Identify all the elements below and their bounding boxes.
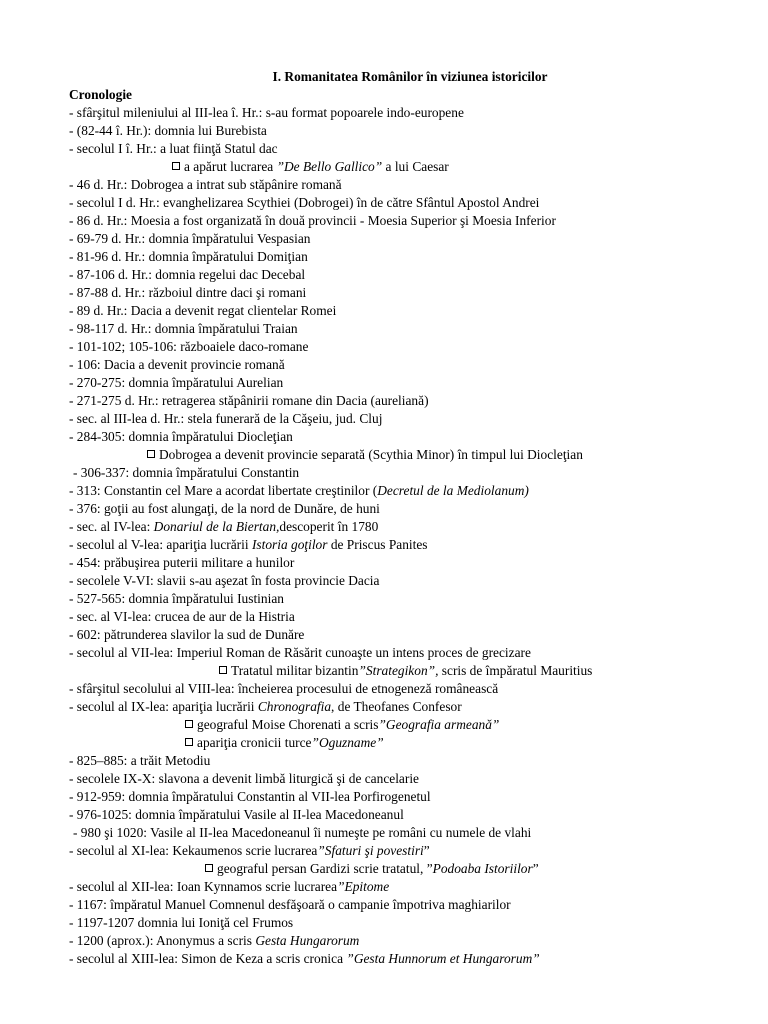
text: - 912-959: domnia împăratului Constantin al VII-lea Porfirogenetul [69,789,431,804]
chronology-item [69,122,759,140]
chronology-item [69,302,759,320]
chronology-item [69,500,759,518]
italic-text: Decretul de la Mediolanum) [377,483,529,498]
text: Dobrogea a devenit provincie separată (Scythia Minor) în timpul lui Diocleţian [159,447,583,462]
text: - sec. al IV-lea: [69,519,154,534]
text: - 1197-1207 domnia lui Ioniţă cel Frumos [69,915,294,930]
text: - sfârşitul mileniului al III-lea î. Hr.: s-au format popoarele indo-europene [69,105,464,120]
italic-text: Chronografia [257,699,332,714]
italic-text: ”Epitome [337,879,390,894]
chronology-item [69,824,759,842]
text: - 101-102; 105-106: războaiele daco-romane [69,339,309,354]
chronology-subitem [69,734,759,752]
text: , de Theofanes Confesor [331,699,462,714]
text: - secolele IX-X: slavona a devenit limbă liturgică şi de cancelarie [69,771,419,786]
chronology-item [69,878,759,896]
text: - 602: pătrunderea slavilor la sud de Dunăre [69,627,305,642]
chronology-item [69,644,759,662]
text: - 306-337: domnia împăratului Constantin [73,465,300,480]
text: - secolul I d. Hr.: evanghelizarea Scythiei (Dobrogei) în de către Sfântul Apostol Andrei [69,195,540,210]
chronology-subitem [69,446,759,464]
text: - 270-275: domnia împăratului Aurelian [69,375,284,390]
square-bullet-icon [147,450,155,458]
text: - 87-106 d. Hr.: domnia regelui dac Decebal [69,267,306,282]
square-bullet-icon [185,720,193,728]
chronology-item [69,752,759,770]
text: - 46 d. Hr.: Dobrogea a intrat sub stăpânire romană [69,177,342,192]
text: descoperit în 1780 [279,519,379,534]
chronology-item [69,194,759,212]
text: a apărut lucrarea [184,159,277,174]
chronology-item [69,806,759,824]
text: - 454: prăbuşirea puterii militare a hunilor [69,555,295,570]
chronology-item [69,266,759,284]
text: - 1167: împăratul Manuel Comnenul desfăşoară o campanie împotriva maghiarilor [69,897,511,912]
chronology-item [69,338,759,356]
text: - (82-44 î. Hr.): domnia lui Burebista [69,123,267,138]
text: - secolul al IX-lea: apariţia lucrării [69,699,258,714]
text: - secolul I î. Hr.: a luat fiinţă Statul dac [69,141,278,156]
italic-text: ”Gesta Hunnorum et Hungarorum” [346,951,540,966]
chronology-item [69,698,759,716]
chronology-list [69,104,759,968]
text: - 86 d. Hr.: Moesia a fost organizată în două provincii - Moesia Superior şi Moesia Inferior [69,213,556,228]
chronology-item [69,536,759,554]
chronology-item [69,518,759,536]
chronology-item [69,842,759,860]
chronology-item [69,914,759,932]
chronology-item [69,572,759,590]
chronology-item [69,140,759,158]
square-bullet-icon [205,864,213,872]
chronology-subitem [69,716,759,734]
text: scris de împăratul Mauritius [438,663,593,678]
italic-text: ”De Bello Gallico” [276,159,383,174]
chronology-item [69,320,759,338]
text: - secolul al VII-lea: Imperiul Roman de Răsărit cunoaşte un intens proces de grecizare [69,645,531,660]
chronology-item [69,392,759,410]
text: - 825–885: a trăit Metodiu [69,753,211,768]
chronology-item [69,554,759,572]
document-page [69,68,759,968]
chronology-item [69,608,759,626]
chronology-subitem [69,860,759,878]
text: - 98-117 d. Hr.: domnia împăratului Traian [69,321,298,336]
text: - secolul al V-lea: apariţia lucrării [69,537,252,552]
chronology-item [69,410,759,428]
text: - sec. al VI-lea: crucea de aur de la Histria [69,609,295,624]
square-bullet-icon [219,666,227,674]
text: - 87-88 d. Hr.: războiul dintre daci şi romani [69,285,307,300]
square-bullet-icon [185,738,193,746]
text: - secolele V-VI: slavii s-au aşezat în fosta provincie Dacia [69,573,380,588]
document-title: I. Romanitatea Românilor în viziunea istoricilor [272,69,548,84]
italic-text: Istoria goţilor [251,537,328,552]
text: - 271-275 d. Hr.: retragerea stăpânirii romane din Dacia (aureliană) [69,393,429,408]
chronology-item [69,374,759,392]
chronology-item [69,104,759,122]
text: - 527-565: domnia împăratului Iustinian [69,591,284,606]
text: - 284-305: domnia împăratului Diocleţian [69,429,293,444]
chronology-item [69,932,759,950]
chronology-subitem [69,662,759,680]
chronology-item [69,590,759,608]
chronology-item [69,230,759,248]
text: - sec. al III-lea d. Hr.: stela funerară de la Căşeiu, jud. Cluj [69,411,383,426]
text: Tratatul militar bizantin [231,663,359,678]
text: - 89 d. Hr.: Dacia a devenit regat clientelar Romei [69,303,337,318]
square-bullet-icon [172,162,180,170]
chronology-subitem [69,158,759,176]
italic-text: Gesta Hungarorum [255,933,360,948]
italic-text: ”Oguzname” [311,735,384,750]
chronology-item [69,680,759,698]
text: - secolul al XI-lea: Kekaumenos scrie lucrarea [69,843,318,858]
text: - secolul al XII-lea: Ioan Kynnamos scrie lucrarea [69,879,338,894]
text: - 106: Dacia a devenit provincie romană [69,357,285,372]
italic-text: ”Strategikon”, [358,663,439,678]
chronology-item [69,770,759,788]
text: - 69-79 d. Hr.: domnia împăratului Vespasian [69,231,311,246]
chronology-item [69,212,759,230]
chronology-item [69,626,759,644]
text: - 976-1025: domnia împăratului Vasile al II-lea Macedoneanul [69,807,404,822]
section-heading: Cronologie [69,87,132,102]
chronology-item [69,248,759,266]
text: - 1200 (aprox.): Anonymus a scris [69,933,256,948]
italic-text: Donariul de la Biertan, [153,519,280,534]
chronology-item [69,896,759,914]
chronology-item [69,482,759,500]
chronology-item [69,284,759,302]
text: de Priscus Panites [327,537,428,552]
text: - 980 şi 1020: Vasile al II-lea Macedoneanul îi numeşte pe români cu numele de vlahi [73,825,532,840]
chronology-item [69,356,759,374]
text: ” [423,843,430,858]
text: - sfârşitul secolului al VIII-lea: încheierea procesului de etnogeneză românească [69,681,499,696]
chronology-item [69,176,759,194]
text: geograful Moise Chorenati a scris [197,717,379,732]
italic-text: Podoaba Istoriilor [432,861,533,876]
text: - secolul al XIII-lea: Simon de Keza a scris cronica [69,951,347,966]
text: ” [532,861,539,876]
chronology-item [69,428,759,446]
chronology-item [69,788,759,806]
text: geograful persan Gardizi scrie tratatul, ” [217,861,433,876]
chronology-item [69,950,759,968]
italic-text: ”Geografia armeană” [378,717,500,732]
text: a lui Caesar [382,159,449,174]
text: - 313: Constantin cel Mare a acordat libertate creştinilor ( [69,483,378,498]
text: apariţia cronicii turce [197,735,312,750]
text: - 376: goţii au fost alungaţi, de la nord de Dunăre, de huni [69,501,380,516]
italic-text: ”Sfaturi şi povestiri [317,843,424,858]
chronology-item [69,464,759,482]
text: - 81-96 d. Hr.: domnia împăratului Domiţian [69,249,308,264]
